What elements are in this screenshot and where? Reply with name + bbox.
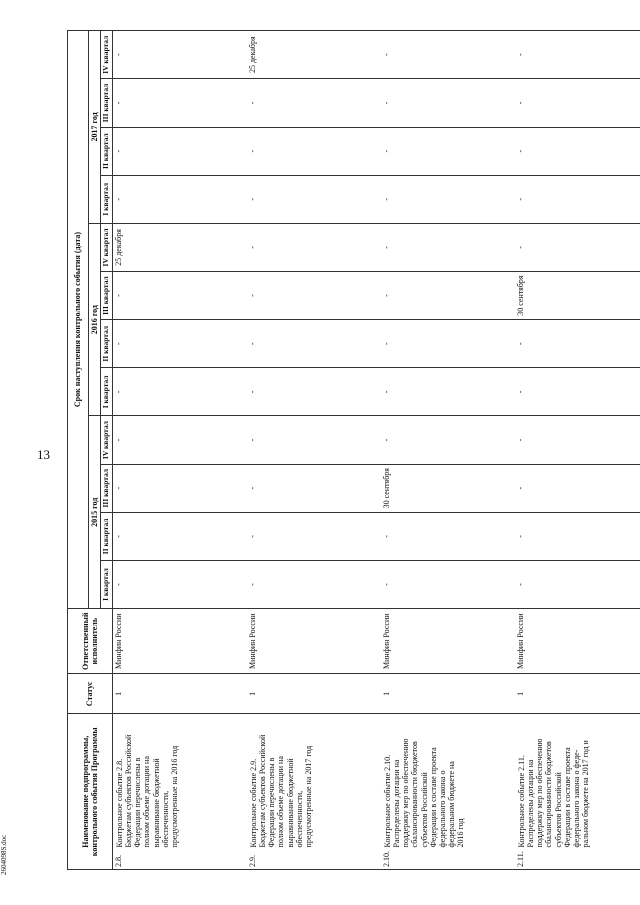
row-deadline-cell: 25 декабря <box>112 223 247 271</box>
row-event-name <box>381 714 515 849</box>
header-executor-column: Ответственный исполнитель <box>68 609 113 674</box>
table-body <box>112 31 640 870</box>
event-name-line: полном объеме дотации на <box>276 756 286 848</box>
header-quarter: IV квартал <box>101 31 113 79</box>
event-name-line: Бюджетам субъектов Российской <box>124 734 133 848</box>
row-deadline-cell: - <box>381 560 515 608</box>
row-event-name <box>112 714 247 849</box>
event-name-line: поддержку мер по обеспечению <box>401 738 411 848</box>
event-name-line: Федерации перечислены в <box>133 757 143 848</box>
event-name-line: сбалансированности бюджетов <box>544 741 554 848</box>
header-quarter: III квартал <box>101 272 113 320</box>
row-number: 2.8. <box>112 849 247 869</box>
row-deadline-cell: - <box>515 127 640 175</box>
row-deadline-cell: - <box>247 79 381 127</box>
event-name-line: ральном бюджете на 2017 год и <box>581 740 591 848</box>
row-deadline-cell: - <box>381 175 515 223</box>
row-deadline-cell: 25 декабря <box>247 31 381 79</box>
row-deadline-cell: - <box>112 560 247 608</box>
row-deadline-cell: - <box>381 272 515 320</box>
table-row <box>112 31 247 870</box>
row-executor: Минфин России <box>112 609 247 674</box>
row-deadline-cell: - <box>381 223 515 271</box>
row-deadline-cell: - <box>515 464 640 512</box>
row-deadline-cell: - <box>381 79 515 127</box>
event-name-line: сбалансированности бюджетов <box>410 741 420 848</box>
row-deadline-cell: - <box>381 512 515 560</box>
event-name-line: федерального закона о феде- <box>571 749 581 848</box>
row-number: 2.11. <box>515 849 640 869</box>
row-status: 1 <box>515 674 640 714</box>
row-deadline-cell: - <box>112 79 247 127</box>
event-name-line: Распределены дотации на <box>392 759 401 848</box>
row-deadline-cell: - <box>247 127 381 175</box>
header-quarter: III квартал <box>101 464 113 512</box>
event-name-line: выравнивание бюджетной <box>151 758 161 848</box>
row-deadline-cell: - <box>515 31 640 79</box>
header-quarter: I квартал <box>101 560 113 608</box>
row-deadline-cell: - <box>112 368 247 416</box>
event-name-line: Контрольное событие 2.11. <box>516 755 526 848</box>
row-deadline-cell: - <box>515 560 640 608</box>
event-name-line: поддержку мер по обеспечению <box>535 738 545 848</box>
row-deadline-cell: - <box>112 272 247 320</box>
table-row <box>381 31 515 870</box>
rotated-table-wrapper <box>67 30 592 870</box>
row-executor: Минфин России <box>247 609 381 674</box>
row-event-name <box>515 714 640 849</box>
row-deadline-cell: 30 сентября <box>381 464 515 512</box>
header-name-column: Наименование подпрограммы, контрольного события Программы <box>68 714 113 870</box>
event-name-line: Федерации в составе проекта <box>562 747 572 848</box>
event-name-line: предусмотренные на 2017 год <box>303 745 313 848</box>
header-quarter: I квартал <box>101 368 113 416</box>
event-name-line: субъектов Российской <box>553 772 563 848</box>
row-deadline-cell: - <box>112 31 247 79</box>
row-deadline-cell: - <box>515 175 640 223</box>
header-quarter: II квартал <box>101 127 113 175</box>
event-name-line: обеспеченности, <box>160 790 170 848</box>
row-deadline-cell: - <box>515 79 640 127</box>
row-deadline-cell: - <box>247 223 381 271</box>
event-name-line: предусмотренные на 2016 год <box>169 745 179 848</box>
header-deadline-group: Срок наступления контрольного события (дата) <box>68 31 89 609</box>
header-year: 2015 год <box>89 416 101 609</box>
row-deadline-cell: - <box>515 416 640 464</box>
page-number: 13 <box>37 447 50 462</box>
event-name-line: 2016 год <box>456 818 466 848</box>
event-name-line: Контрольное событие 2.8. <box>114 758 124 848</box>
event-name-line: Федерации перечислены в <box>267 757 277 848</box>
row-deadline-cell: - <box>247 464 381 512</box>
row-deadline-cell: - <box>515 223 640 271</box>
row-deadline-cell: - <box>381 416 515 464</box>
table-row <box>247 31 381 870</box>
row-deadline-cell: - <box>247 320 381 368</box>
footer-doc-code: 2604098S.doc <box>0 834 8 875</box>
row-deadline-cell: - <box>381 31 515 79</box>
event-name-line: субъектов Российской <box>419 772 429 848</box>
event-name-line: Контрольное событие 2.10. <box>382 754 392 848</box>
header-year: 2016 год <box>89 223 101 416</box>
row-deadline-cell: - <box>247 175 381 223</box>
row-executor: Минфин России <box>515 609 640 674</box>
row-deadline-cell: - <box>381 127 515 175</box>
row-deadline-cell: - <box>112 127 247 175</box>
header-status-column: Статус <box>68 674 113 714</box>
row-deadline-cell: - <box>515 512 640 560</box>
event-name-line: обеспеченности, <box>294 790 304 848</box>
header-year: 2017 год <box>89 31 101 224</box>
row-deadline-cell: - <box>247 368 381 416</box>
row-deadline-cell: - <box>515 320 640 368</box>
header-quarter: IV квартал <box>101 223 113 271</box>
header-quarter: II квартал <box>101 320 113 368</box>
table-row <box>515 31 640 870</box>
event-name-line: выравнивание бюджетной <box>285 758 295 848</box>
row-number: 2.10. <box>381 849 515 869</box>
event-name-line: полном объеме дотации на <box>142 756 152 848</box>
row-deadline-cell: - <box>247 272 381 320</box>
event-name-line: федеральном бюджете на <box>447 761 457 848</box>
row-deadline-cell: - <box>112 320 247 368</box>
header-quarter: II квартал <box>101 512 113 560</box>
row-deadline-cell: - <box>515 368 640 416</box>
row-deadline-cell: - <box>381 320 515 368</box>
row-deadline-cell: - <box>112 464 247 512</box>
row-status: 1 <box>112 674 247 714</box>
header-quarter: IV квартал <box>101 416 113 464</box>
row-deadline-cell: - <box>112 175 247 223</box>
row-deadline-cell: - <box>247 512 381 560</box>
row-executor: Минфин России <box>381 609 515 674</box>
row-event-name <box>247 714 381 849</box>
event-name-line: федерального закона о <box>437 770 447 848</box>
event-name-line: Бюджетам субъектов Российской <box>258 734 267 848</box>
header-quarter: III квартал <box>101 79 113 127</box>
row-deadline-cell: - <box>112 416 247 464</box>
row-status: 1 <box>381 674 515 714</box>
row-number: 2.9. <box>247 849 381 869</box>
row-deadline-cell: - <box>247 416 381 464</box>
event-name-line: Контрольное событие 2.9. <box>248 758 258 848</box>
control-events-table <box>67 30 640 870</box>
row-deadline-cell: 30 сентября <box>515 272 640 320</box>
row-deadline-cell: - <box>247 560 381 608</box>
header-quarter: I квартал <box>101 175 113 223</box>
event-name-line: Распределены дотации на <box>526 759 535 848</box>
row-deadline-cell: - <box>112 512 247 560</box>
row-deadline-cell: - <box>381 368 515 416</box>
row-status: 1 <box>247 674 381 714</box>
event-name-line: Федерации в составе проекта <box>428 747 438 848</box>
